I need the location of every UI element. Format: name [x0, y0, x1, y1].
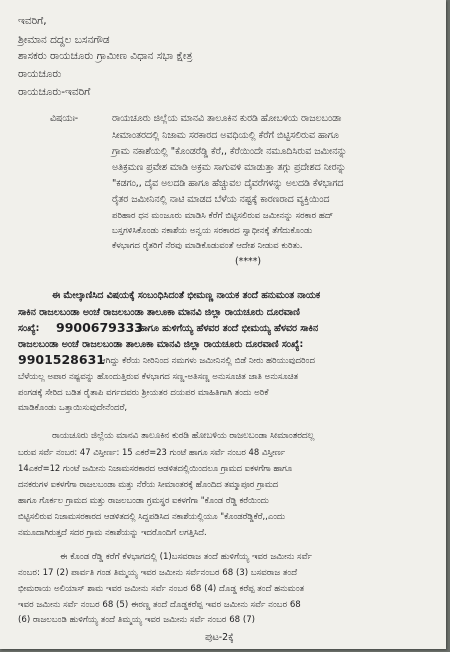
para2-line: ದನಕರುಗಳ ಐಕಳಗೆಗಾ ರಾಜಲಬಂಡಾ ಮತ್ತು ನೆರೆಯ ಸೀಮಾಂತರಕ್ಕೆ ಹೊಂದಿದ ತಮ್ಮಾಪೂರ ಗ್ರಾಮದ: [18, 479, 279, 489]
para1-line: ಪಂಗಡಕ್ಕೆ ಸೇರಿದ ಬಡಿತ ರೈತಾಪಿ ವರ್ಗದವರು ಶ್ರೀಯತರ ದಯಪರ ಮಾಹಿತಿಗಾಗಿ ತಂದು ಅರಿಕೆ: [18, 388, 269, 398]
subject-line: ಗ್ರಾಮ ನಕಾಶೆಯಲ್ಲಿ "ಕೊಂಡರೆಡ್ಡಿ ಕೆರೆ,, ಕೆರೆಯಿಂದೇ ನಮೂದಿಸಿರುವ ಜಮೀನನ್ನು: [112, 146, 347, 157]
phone-number-2: 9901528631: [18, 352, 105, 367]
recipient-name: ಶ್ರೀಮಾನ ದದ್ದಲ ಬಸನಗೌಡ: [18, 34, 110, 46]
para1-line: ಸಾಕಿನ ರಾಜಲಬಂಡಾ ಅಂಚೆ ರಾಜಲಬಂಡಾ ತಾಲೂಕಾ ಮಾನವಿ ಜಿಲ್ಲಾ ರಾಯಚೂರು ದೂರವಾಣಿ: [18, 307, 300, 318]
salutation: ಇವರಿಗೆ,: [18, 15, 47, 27]
para2-line: ಬರುವ ಸರ್ವೆ ನಂಬರ: 47 ವಿಸ್ತೀರ್ಣ: 15 ಎಕರೆ=23 ಗುಂಟೆ ಹಾಗೂ ಸರ್ವೆ ನಂಬರ 48 ವಿಸ್ತೀರ್ಣ: [18, 447, 286, 457]
para1-line: ಮಾಡಿಕೊಂಡು ಒತ್ತಾಯಿಸುವುದೇನೆಂದರೆ,: [18, 403, 128, 413]
para1-line-start: ಸಂಖ್ಯೆ:: [18, 323, 40, 334]
recipient-title: ಶಾಸಕರು ರಾಯಚೂರು ಗ್ರಾಮೀಣ ವಿಧಾನ ಸಭಾ ಕ್ಷೇತ್ರ: [18, 50, 193, 62]
para1-line: ರಾಜಲಬಂಡಾ ಅಂಚೆ ರಾಜಲಬಂಡಾ ತಾಲೂಕಾ ಮಾನವಿ ಜಿಲ್ಲಾ ರಾಯಚೂರು ದೂರವಾಣಿ ಸಂಖ್ಯೆ:: [18, 339, 304, 350]
subject-line: ರೈತರ ಜಮೀನಿನಲ್ಲಿ ನಾಟಿ ಮಾಡದ ಬೆಳೆಯ ನಷ್ಟಕ್ಕೆ ಕಾರಣರಾದ ವ್ಯಕ್ತಿಯಿಂದ: [112, 194, 330, 205]
subject-line: ಕೆಳಭಾಗದ ರೈತರಿಗೆ ನೆರವು ಮಾಡಿಕೊಡುವಂತೆ ಆದೇಶ ನೀಡುವ ಕುರಿತು.: [112, 241, 303, 251]
subject-line: ಬಸ್ತಗಳಿಸಿಕೊಂಡು ನಕಾಶೆಯ ಅನ್ವಯ ಸರಕಾರದ ಸ್ವಾಧೀನಕ್ಕೆ ತೆಗೆದುಕೊಂಡು: [112, 226, 313, 236]
para1-line-end: ಹಾಗೂ ಹುಳಿಗೆಯ್ಯ ಹೆಳವರ ತಂದೆ ಭೀಮಯ್ಯ ಹೆಳವರ ಸಾಕಿನ: [138, 323, 319, 334]
para1-line: ಈ ಮೇಲ್ಕಾಣಿಸಿದ ವಿಷಯಕ್ಕೆ ಸಂಬಂಧಿಸಿದಂತೆ ಭೀಮಣ್ಣ ನಾಯಕ ತಂದೆ ಹನುಮಂತ ನಾಯಕ: [52, 290, 321, 301]
para2-line: 14ಎಕರೆ=12 ಗುಂಟೆ ಜಮೀನು ನಿಜಾಮಸರಕಾರದ ಆಡಳಿತದಲ್ಲಿಯಿಂದಲೂ ಗ್ರಾಮದ ಐಕಳಗೆಗಾ ಹಾಗೂ: [18, 463, 293, 473]
subject-line: "ಕಡಗಂ,, ದೈವ ಅಲದಡಿ ಹಾಗೂ ಹೆಚ್ಚುವಲ ದೈವರೆಗಳನ್ನು ಅಲದಡಿ ಕೆಳಭಾಗದ: [112, 178, 344, 189]
para3-line: ನಂಬರ: 17 (2) ಪಾರ್ವತಿ ಗಂಡ ತಿಮ್ಮಯ್ಯ ಇವರ ಜಮೀನು ಸರ್ವೆನಂಬರ 68 (3) ಬಸವರಾಜ ತಂದೆ: [18, 568, 298, 578]
para3-line: (6) ರಾಜಲಬಂಡಿ ಹುಳಿಗೆಯ್ಯ ತಂದೆ ತಿಮ್ಮಯ್ಯ ಇವರ ಜಮೀನು ಸರ್ವೆ ನಂಬರ 68 (7): [18, 615, 256, 625]
recipient-address: ರಾಯಚೂರು-ಇವರಿಗೆ: [18, 86, 91, 98]
subject-line: ಪರಿಹಾರ ಧನ ಮಂಜೂರು ಮಾಡಿಸಿ ಕೆರೆಗೆ ಬಿಟ್ಟಿಸಲಿರುವ ಜಮೀನನ್ನು ಸರಕಾರ ಹದ್: [112, 211, 334, 221]
separator-stars: (****): [235, 256, 262, 267]
para2-line: ಹಾಗೂ ಗೊರ್ಕಲ ಗ್ರಾಮದ ಮತ್ತು ರಾಜಲಬಂಡಾ ಗ್ರಮಸ್ಥರ ಐಕಳಗೆಗಾ "ಕೊಂಡ ರೆಡ್ಡಿ ಕರೆಯಿಂದು: [18, 495, 269, 505]
para2-line: ನಮೂದಾಗಿರುತ್ತದೆ ಸದರ ಗ್ರಾಮ ನಕಾಶೆಯನ್ನು ಇದರೊಂದಿಗೆ ಲಗತ್ತಿಸಿದೆ.: [18, 527, 207, 537]
phone-number-1: 9900679333: [56, 320, 143, 335]
page-continuation: ಪುಟ-2ಕ್ಕೆ: [205, 632, 234, 643]
para3-line: ಇವರ ಜಮೀನು ಸರ್ವೆ ನಂಬರ 68 (5) ಈರಣ್ಣ ತಂದೆ ದೊಡ್ಡಕರೆಪ್ಪ ಇವರ ಜಮೀನು ಸರ್ವೆ ನಂಬರ 68: [18, 600, 301, 610]
para1-line: ಬೆಳೆಯಲ್ಲ ಅಪಾರ ನಷ್ಟವನ್ನು ಹೊಂದುತ್ತಿರುವ ಕೆಳಭಾಗದ ಸಣ್ಣ-ಅತಿಸಣ್ಣ ಅನುಸೂಚಿತ ಜಾತಿ ಅನುಸೂಚಿತ: [18, 372, 299, 382]
para1-line-end: ಆಗಿದ್ದು ಕೆರೆಯ ನೀರಿನಿಂದ ನಮಗಳು ಜಮೀನಿನಲ್ಲಿ ಬಿಡೆ ನೀರು ಹರಿಯುವುದರಿಂದ: [100, 356, 316, 366]
para3-line: ಭೀಮರಾಯ ಅಲಿಯಾಸ್ ಶಾಮ ಇವರ ಜಮೀನು ಸರ್ವೆ ನಂಬರ 68 (4) ದೊಡ್ಡ ಕರೆಪ್ಪ ತಂದೆ ಹನುಮಂತ: [18, 584, 305, 594]
subject-line: ಸೀಮಾಂತರದಲ್ಲಿ ನಿಜಾಮ ಸರಕಾರದ ಅವಧಿಯಲ್ಲಿ ಕೆರೆಗೆ ಬಿಟ್ಟಿಸಲಿರುವ ಹಾಗೂ: [112, 130, 339, 141]
subject-line: ರಾಯಚೂರು ಜಿಲ್ಲೆಯ ಮಾನವಿ ತಾಲೂಕಿನ ಕುರಡಿ ಹೋಬಳಿಯ ರಾಜಲಬಂಡಾ: [112, 113, 342, 124]
subject-line: ಅತಿಕ್ರಮಣ ಪ್ರವೇಶ ಮಾಡಿ ಅಕ್ರಮ ಸಾಗುವಳಿ ಮಾಡುತ್ತಾ ತಗ್ಗು ಪ್ರದೇಶದ ನೀರನ್ನು: [112, 162, 347, 173]
recipient-city: ರಾಯಚೂರು: [18, 68, 62, 80]
subject-label: ವಿಷಯಃ-: [50, 113, 79, 124]
para2-line: ರಾಯಚೂರು ಜಿಲ್ಲೆಯ ಮಾನವಿ ತಾಲೂಕಿನ ಕುರಡಿ ಹೋಬಳಿಯ ರಾಜಲಬಂಡಾ ಸೀಮಾಂತರದಲ್ಲ: [52, 431, 315, 441]
para2-line: ಬಿಟ್ಟಿಸಲಿರುವ ನಿಜಾಮಸರಕಾರದ ಆಡಳಿತದಲ್ಲಿ ಸಿದ್ದಪಡಿಸಿದ ನಕಾಶೆಯಲ್ಲಿಯೂ "ಕೊಂಡರೆಡ್ಡಿಕೆರೆ,,ಎಂದು: [18, 511, 285, 521]
para3-line: ಈ ಕೊಂಡ ರೆಡ್ಡಿ ಕರೆಗೆ ಕೆಳಭಾಗದಲ್ಲಿ (1)ಬಸವರಾಜ ತಂದೆ ಹುಳಿಗೆಯ್ಯ ಇವರ ಜಮೀನು ಸರ್ವೆ: [60, 552, 312, 562]
